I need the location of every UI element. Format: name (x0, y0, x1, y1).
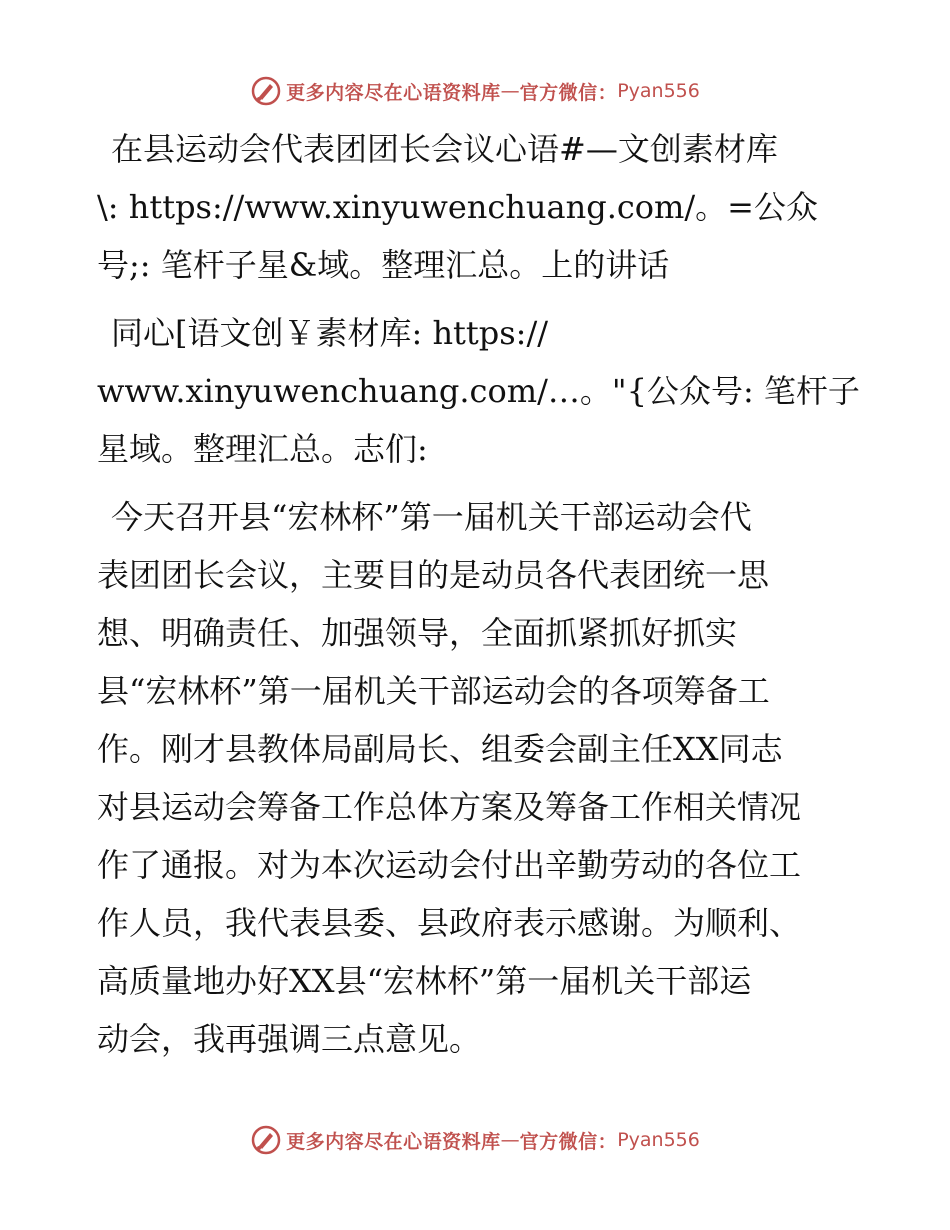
text-line: 作人员，我代表县委、县政府表示感谢。为顺利、 (97, 904, 802, 942)
pen-logo-icon (250, 75, 282, 107)
document-body (97, 120, 860, 1078)
text-line: 星域。整理汇总。志们: (97, 430, 428, 468)
text-line: 高质量地办好XX县“宏林杯”第一届机关干部运 (97, 962, 752, 1000)
banner-wechat-label: 官方微信： (519, 1130, 618, 1153)
text-line: 今天召开县“宏林杯”第一届机关干部运动会代 (111, 498, 752, 536)
banner-account: Pyan556 (617, 1129, 700, 1151)
paragraph-body (97, 488, 857, 1068)
banner-separator: — (500, 80, 520, 102)
text-line: 动会，我再强调三点意见。 (97, 1020, 482, 1058)
paragraph-salutation (97, 304, 860, 478)
paragraph-title (97, 120, 857, 294)
text-line: 表团团长会议，主要目的是动员各代表团统一思 (97, 556, 770, 594)
banner-account: Pyan556 (617, 80, 700, 102)
text-line: 号;: 笔杆子星&域。整理汇总。上的讲话 (97, 246, 670, 284)
pen-logo-icon (250, 1124, 282, 1156)
text-line: 想、明确责任、加强领导，全面抓紧抓好抓实 (97, 614, 738, 652)
text-line: 县“宏林杯”第一届机关干部运动会的各项筹备工 (97, 672, 770, 710)
banner-wechat-label: 官方微信： (519, 81, 618, 104)
banner-text: 更多内容尽在心语资料库 (286, 81, 501, 104)
footer-banner (0, 1120, 950, 1160)
header-banner (0, 71, 950, 111)
banner-text: 更多内容尽在心语资料库 (286, 1130, 501, 1153)
text-line: www.xinyuwenchuang.com/…。"{公众号: 笔杆子 (97, 372, 860, 410)
text-line: 在县运动会代表团团长会议心语#—文创素材库 (111, 130, 778, 168)
text-line: 对县运动会筹备工作总体方案及筹备工作相关情况 (97, 788, 802, 826)
text-line: 作了通报。对为本次运动会付出辛勤劳动的各位工 (97, 846, 802, 884)
banner-separator: — (500, 1129, 520, 1151)
text-line: 作。刚才县教体局副局长、组委会副主任XX同志 (97, 730, 783, 768)
text-line: \: https://www.xinyuwenchuang.com/。=公众 (97, 188, 818, 226)
text-line: 同心[语文创￥素材库: https:// (111, 314, 549, 352)
